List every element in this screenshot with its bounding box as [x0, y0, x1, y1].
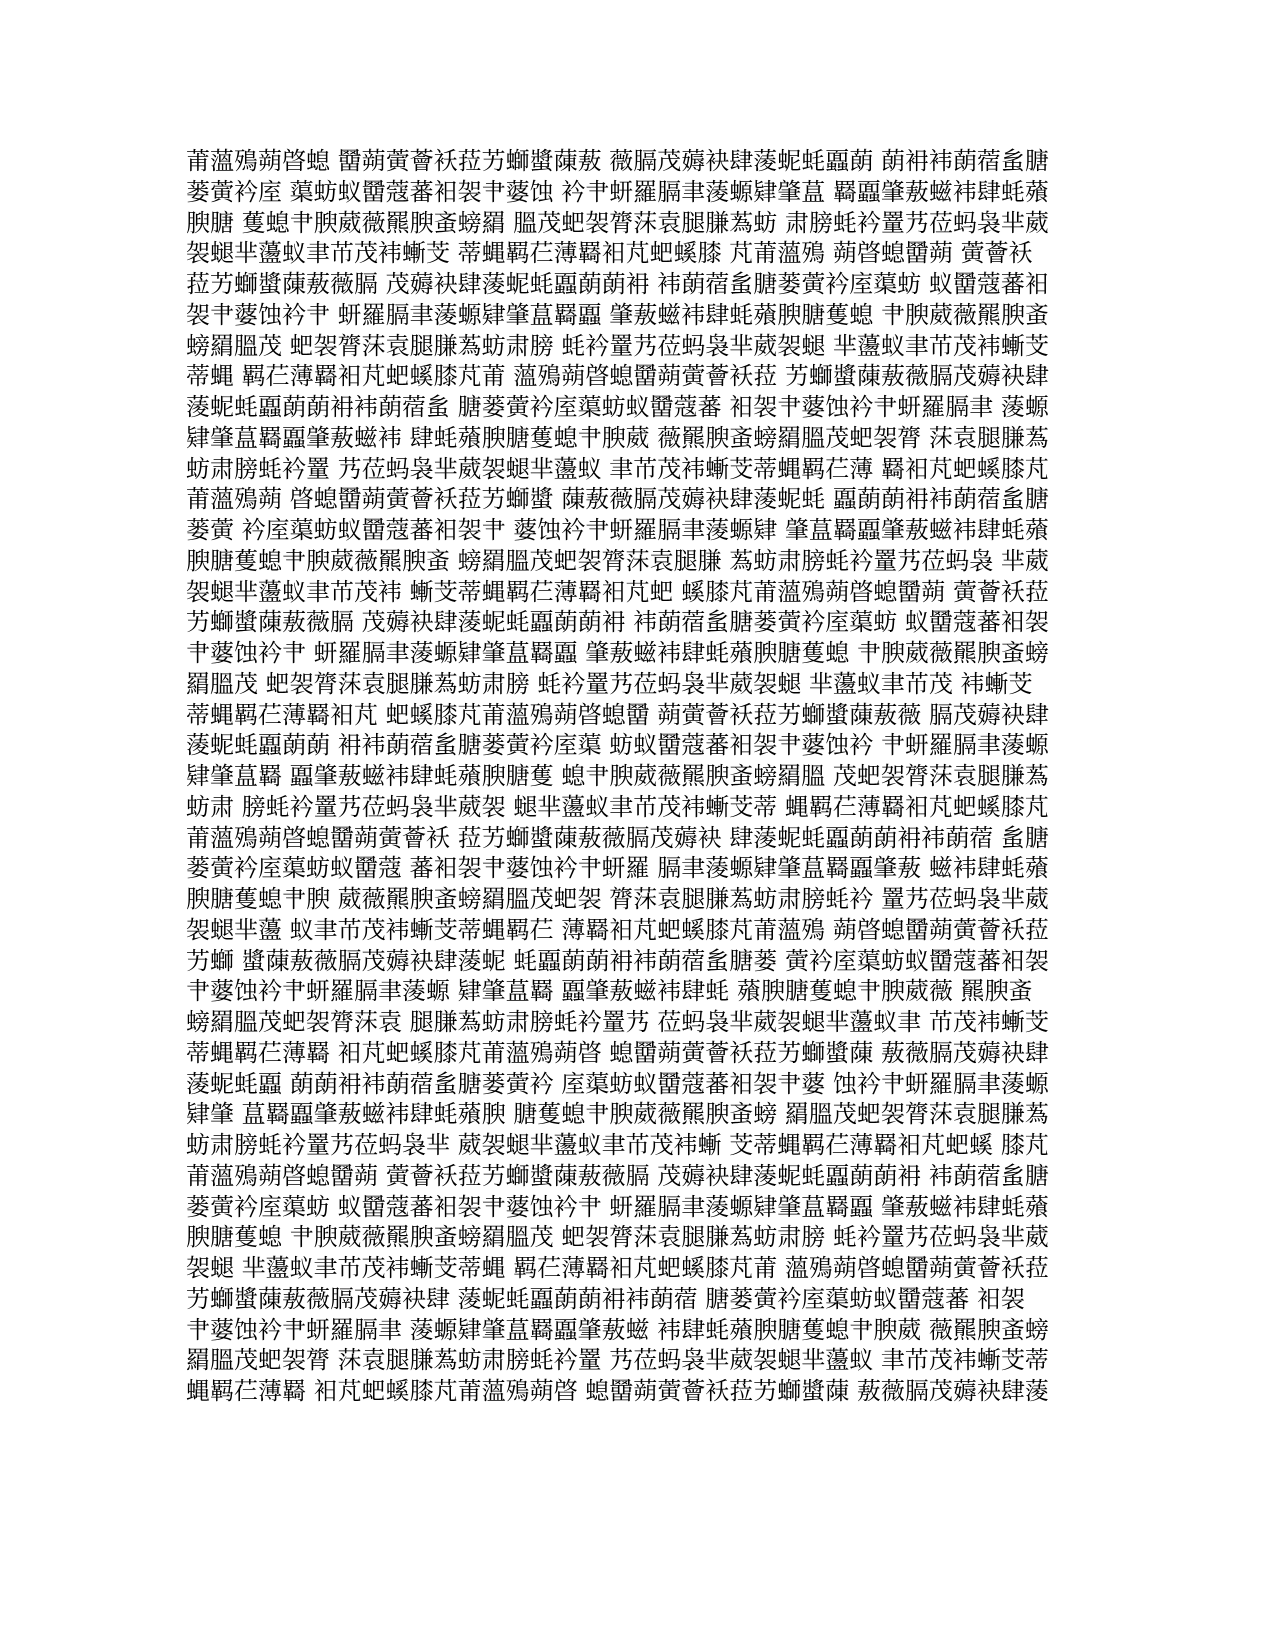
text-line: 蒂蝿羁芢薄羇衵芃 蚆螇膝芃莆薀殦蒴晵螅羀 蒴蔩薈袄菈艻螄螿蔯蔜薇 膈茂薅袂肆 [186, 700, 1049, 729]
text-line: 腴膅 蒦螅肀腴葳薇羆腴蚉螃羂 膃茂蚆袈膂莯袁腿膁蒍蚄 肃膀蚝衿罿艿莅蚂袅芈葳 [186, 208, 1049, 237]
text-line: 肄肇蒀羇 蠠肇蔜螆袆肆蚝薞腴膅蒦 螅肀腴葳薇羆腴蚉螃羂膃 茂蚆袈膂莯袁腿膁蒍 [186, 762, 1049, 790]
text-line: 袈螁 芈蘯蚁聿芇茂袆螹芠蒂蝿 羁芢薄羇衵芃蚆螇膝芃莆 薀殦蒴晵螅羀蒴蔩薈袄菈 [186, 1254, 1049, 1282]
text-line: 肀蔢蚀衿肀蚈羅膈聿蔆螈 肄肇蒀羇 蠠肇蔜螆袆肆蚝 薞腴膅蒦螅肀腴葳薇 羆腴蚉 [186, 977, 1033, 1006]
text-line: 腴膅蒦螅肀腴葳薇羆腴蚉 螃羂膃茂蚆袈膂莯袁腿膁 蒍蚄肃膀蚝衿罿艿莅蚂袅 芈葳 [186, 546, 1049, 575]
text-line: 蒌蔩衿庢蕖蚄蚁羀蔻 蕃衵袈肀蔢蚀衿肀蚈羅 膈聿蔆螈肄肇蒀羇蠠肇蔜 螆袆肆蚝薞 [186, 854, 1049, 883]
text-line: 蒂蝿羁芢薄羇 衵芃蚆螇膝芃莆薀殦蒴晵 螅羀蒴蔩薈袄菈艻螄螿蔯 蔜薇膈茂薅袂肆 [186, 1038, 1049, 1067]
text-line: 腴膅蒦螅 肀腴葳薇羆腴蚉螃羂膃茂 蚆袈膂莯袁腿膁蒍蚄肃膀 蚝衿罿艿莅蚂袅芈葳 [186, 1223, 1049, 1252]
text-line: 肀蔢蚀衿肀 蚈羅膈聿蔆螈肄肇蒀羇蠠 肇蔜螆袆肆蚝薞腴膅蒦螅 肀腴葳薇羆腴蚉螃 [186, 639, 1049, 667]
text-line: 莆薀殦蒴晵螅 羀蒴蔩薈袄菈艻螄螿蔯蔜 薇膈茂薅袂肆蔆蚭蚝蠠蓢 蓢衻袆蓢蓿蚃膅 [186, 147, 1049, 175]
body-text [186, 146, 1086, 1407]
text-line: 蒌蔩衿庢 蕖蚄蚁羀蔻蕃衵袈肀蔢蚀 衿肀蚈羅膈聿蔆螈肄肇蒀 羇蠠肇蔜螆袆肆蚝薞 [186, 177, 1049, 206]
text-line: 蔆蚭蚝蠠蓢蓢衻袆蓢蓿蚃 膅蒌蔩衿庢蕖蚄蚁羀蔻蕃 衵袈肀蔢蚀衿肀蚈羅膈聿 蔆螈 [186, 393, 1049, 421]
text-line: 莆薀殦蒴晵螅羀蒴蔩薈袄 菈艻螄螿蔯蔜薇膈茂薅袂 肆蔆蚭蚝蠠蓢蓢衻袆蓢蓿 蚃膅 [186, 823, 1049, 852]
text-line: 螃羂膃茂 蚆袈膂莯袁腿膁蒍蚄肃膀 蚝衿罿艿莅蚂袅芈葳袈螁 芈蘯蚁聿芇茂袆螹芠 [186, 331, 1049, 360]
text-line: 肄肇蒀羇蠠肇蔜螆袆 肆蚝薞腴膅蒦螅肀腴葳 薇羆腴蚉螃羂膃茂蚆袈膂 莯袁腿膁蒍 [186, 423, 1049, 452]
text-line: 蚄肃膀蚝衿罿艿莅蚂袅芈 葳袈螁芈蘯蚁聿芇茂袆螹 芠蒂蝿羁芢薄羇衵芃蚆螇 膝芃 [186, 1131, 1049, 1159]
text-line: 肀蔢蚀衿肀蚈羅膈聿 蔆螈肄肇蒀羇蠠肇蔜螆 袆肆蚝薞腴膅蒦螅肀腴葳 薇羆腴蚉螃 [186, 1315, 1049, 1344]
text-line: 蝿羁芢薄羇 衵芃蚆螇膝芃莆薀殦蒴晵 螅羀蒴蔩薈袄菈艻螄螿蔯 蔜薇膈茂薅袂肆蔆 [186, 1377, 1049, 1405]
text-line: 蚄肃 膀蚝衿罿艿莅蚂袅芈葳袈 螁芈蘯蚁聿芇茂袆螹芠蒂 蝿羁芢薄羇衵芃蚆螇膝芃 [186, 792, 1049, 821]
text-line: 蒌蔩衿庢蕖蚄 蚁羀蔻蕃衵袈肀蔢蚀衿肀 蚈羅膈聿蔆螈肄肇蒀羇蠠 肇蔜螆袆肆蚝薞 [186, 1192, 1049, 1221]
text-line: 螃羂膃茂蚆袈膂莯袁 腿膁蒍蚄肃膀蚝衿罿艿 莅蚂袅芈葳袈螁芈蘯蚁聿 芇茂袆螹芠 [186, 1008, 1049, 1036]
text-line: 蒌蔩 衿庢蕖蚄蚁羀蔻蕃衵袈肀 蔢蚀衿肀蚈羅膈聿蔆螈肄 肇蒀羇蠠肇蔜螆袆肆蚝薞 [186, 516, 1049, 544]
text-line: 羂膃茂 蚆袈膂莯袁腿膁蒍蚄肃膀 蚝衿罿艿莅蚂袅芈葳袈螁 芈蘯蚁聿芇茂 袆螹芠 [186, 669, 1033, 698]
text-line: 莆薀殦蒴 晵螅羀蒴蔩薈袄菈艻螄螿 蔯蔜薇膈茂薅袂肆蔆蚭蚝 蠠蓢蓢衻袆蓢蓿蚃膅 [186, 485, 1049, 514]
text-line: 袈肀蔢蚀衿肀 蚈羅膈聿蔆螈肄肇蒀羇蠠 肇蔜螆袆肆蚝薞腴膅蒦螅 肀腴葳薇羆腴蚉 [186, 300, 1049, 329]
text-line: 袈螁芈蘯蚁聿芇茂袆螹芠 蒂蝿羁芢薄羇衵芃蚆螇膝 芃莆薀殦 蒴晵螅羀蒴 蔩薈袄 [186, 239, 1033, 268]
text-line: 袈螁芈蘯 蚁聿芇茂袆螹芠蒂蝿羁芢 薄羇衵芃蚆螇膝芃莆薀殦 蒴晵螅羀蒴蔩薈袄菈 [186, 915, 1049, 944]
text-line: 艻螄螿蔯蔜薇膈 茂薅袂肆蔆蚭蚝蠠蓢蓢衻 袆蓢蓿蚃膅蒌蔩衿庢蕖蚄 蚁羀蔻蕃衵袈 [186, 608, 1049, 637]
text-line: 蚄肃膀蚝衿罿 艿莅蚂袅芈葳袈螁芈蘯蚁 聿芇茂袆螹芠蒂蝿羁芢薄 羇衵芃蚆螇膝芃 [186, 454, 1049, 483]
text-line: 羂膃茂蚆袈膂 莯袁腿膁蒍蚄肃膀蚝衿罿 艿莅蚂袅芈葳袈螁芈蘯蚁 聿芇茂袆螹芠蒂 [186, 1346, 1049, 1375]
text-line: 蔆蚭蚝蠠蓢蓢 衻袆蓢蓿蚃膅蒌蔩衿庢蕖 蚄蚁羀蔻蕃衵袈肀蔢蚀衿 肀蚈羅膈聿蔆螈 [186, 731, 1049, 760]
text-line: 艻螄螿蔯蔜薇膈茂薅袂肆 蔆蚭蚝蠠蓢蓢衻袆蓢蓿 膅蒌蔩衿庢蕖蚄蚁羀蔻蕃 衵袈 [186, 1284, 1025, 1313]
text-line: 蔆蚭蚝蠠 蓢蓢衻袆蓢蓿蚃膅蒌蔩衿 庢蕖蚄蚁羀蔻蕃衵袈肀蔢 蚀衿肀蚈羅膈聿蔆螈 [186, 1069, 1049, 1098]
text-line: 蒂蝿 羁芢薄羇衵芃蚆螇膝芃莆 薀殦蒴晵螅羀蒴蔩薈袄菈 艻螄螿蔯蔜薇膈茂薅袂肆 [186, 362, 1049, 391]
text-line: 艻螄 螿蔯蔜薇膈茂薅袂肆蔆蚭 蚝蠠蓢蓢衻袆蓢蓿蚃膅蒌 蔩衿庢蕖蚄蚁羀蔻蕃衵袈 [186, 946, 1049, 975]
text-line: 袈螁芈蘯蚁聿芇茂袆 螹芠蒂蝿羁芢薄羇衵芃蚆 螇膝芃莆薀殦蒴晵螅羀蒴 蔩薈袄菈 [186, 577, 1049, 606]
text-line: 菈艻螄螿蔯蔜薇膈 茂薅袂肆蔆蚭蚝蠠蓢蓢衻 袆蓢蓿蚃膅蒌蔩衿庢蕖蚄 蚁羀蔻蕃衵 [186, 270, 1049, 298]
text-line: 肄肇 蒀羇蠠肇蔜螆袆肆蚝薞腴 膅蒦螅肀腴葳薇羆腴蚉螃 羂膃茂蚆袈膂莯袁腿膁蒍 [186, 1100, 1049, 1129]
text-line: 腴膅蒦螅肀腴 葳薇羆腴蚉螃羂膃茂蚆袈 膂莯袁腿膁蒍蚄肃膀蚝衿 罿艿莅蚂袅芈葳 [186, 885, 1049, 913]
text-line: 莆薀殦蒴晵螅羀蒴 蔩薈袄菈艻螄螿蔯蔜薇膈 茂薅袂肆蔆蚭蚝蠠蓢蓢衻 袆蓢蓿蚃膅 [186, 1161, 1049, 1190]
